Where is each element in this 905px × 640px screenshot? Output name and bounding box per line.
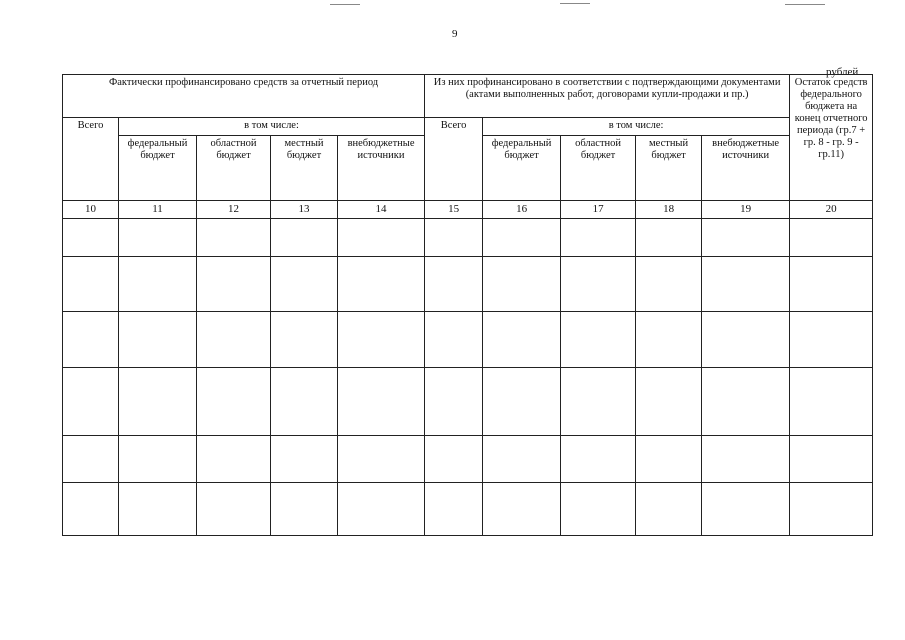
table-cell — [636, 218, 702, 256]
financing-report-table — [62, 74, 873, 536]
table-cell — [561, 257, 636, 312]
table-cell — [338, 435, 425, 482]
page-number: 9 — [452, 28, 458, 40]
table-cell — [483, 312, 561, 367]
table-cell — [63, 367, 119, 435]
table-cell — [636, 482, 702, 535]
table-cell — [483, 367, 561, 435]
table-row — [63, 367, 873, 435]
table-cell — [702, 482, 790, 535]
table-cell — [63, 218, 119, 256]
table-cell — [702, 367, 790, 435]
table-cell — [338, 257, 425, 312]
table-cell — [425, 482, 483, 535]
table-cell — [197, 482, 271, 535]
table-cell — [271, 218, 338, 256]
table-cell — [197, 367, 271, 435]
table-cell — [63, 482, 119, 535]
table-cell — [702, 257, 790, 312]
scan-artifact — [560, 3, 590, 4]
column-number: 20 — [790, 200, 873, 218]
table-row — [63, 218, 873, 256]
header-confirmed: Из них профинансировано в соответствии с подтверждающими документами (актами выполненных работ, договорами купли-продажи и пр.) — [425, 75, 790, 118]
table-cell — [197, 218, 271, 256]
header-including-confirmed: в том числе: — [483, 117, 790, 135]
table-cell — [561, 367, 636, 435]
table-cell — [119, 482, 197, 535]
table-cell — [790, 218, 873, 256]
table-cell — [790, 435, 873, 482]
table-row — [63, 257, 873, 312]
header-total-confirmed: Всего — [425, 117, 483, 200]
table-cell — [425, 218, 483, 256]
table-cell — [636, 312, 702, 367]
table-cell — [561, 435, 636, 482]
table-cell — [271, 435, 338, 482]
table-cell — [119, 218, 197, 256]
table-cell — [271, 312, 338, 367]
column-number: 13 — [271, 200, 338, 218]
table-row — [63, 312, 873, 367]
table-cell — [119, 435, 197, 482]
header-regional: областной бюджет — [197, 135, 271, 200]
column-number: 18 — [636, 200, 702, 218]
table-cell — [119, 312, 197, 367]
table-row — [63, 482, 873, 535]
table-cell — [271, 482, 338, 535]
table-cell — [790, 257, 873, 312]
table-cell — [636, 435, 702, 482]
column-number: 10 — [63, 200, 119, 218]
table-cell — [425, 312, 483, 367]
table-cell — [197, 435, 271, 482]
table-cell — [636, 367, 702, 435]
table-cell — [271, 367, 338, 435]
table-row — [63, 435, 873, 482]
table-cell — [425, 257, 483, 312]
table-cell — [338, 367, 425, 435]
header-federal: федеральный бюджет — [483, 135, 561, 200]
table-cell — [338, 312, 425, 367]
header-regional: областной бюджет — [561, 135, 636, 200]
table-cell — [702, 312, 790, 367]
table-cell — [483, 218, 561, 256]
header-local: местный бюджет — [636, 135, 702, 200]
table-cell — [483, 435, 561, 482]
scan-artifact — [330, 4, 360, 5]
table-cell — [425, 435, 483, 482]
header-total-financed: Всего — [63, 117, 119, 200]
column-number-row — [63, 200, 873, 218]
header-financed: Фактически профинансировано средств за отчетный период — [63, 75, 425, 118]
table-cell — [63, 435, 119, 482]
column-number: 19 — [702, 200, 790, 218]
header-federal: федеральный бюджет — [119, 135, 197, 200]
table-cell — [425, 367, 483, 435]
table-cell — [702, 435, 790, 482]
table-cell — [561, 482, 636, 535]
table-cell — [636, 257, 702, 312]
table-cell — [790, 367, 873, 435]
table-cell — [483, 257, 561, 312]
table-cell — [338, 482, 425, 535]
table-cell — [197, 312, 271, 367]
header-local: местный бюджет — [271, 135, 338, 200]
table-cell — [63, 257, 119, 312]
header-extrabudget: внебюджетные источники — [702, 135, 790, 200]
table-cell — [119, 367, 197, 435]
table-cell — [483, 482, 561, 535]
header-remainder: Остаток средств федерального бюджета на конец отчетного периода (гр.7 + гр. 8 - гр. 9 - гр.11) — [790, 75, 873, 201]
header-extrabudget: внебюджетные источники — [338, 135, 425, 200]
table-cell — [271, 257, 338, 312]
column-number: 16 — [483, 200, 561, 218]
unit-label: рублей — [826, 66, 859, 78]
column-number: 17 — [561, 200, 636, 218]
table-cell — [119, 257, 197, 312]
column-number: 12 — [197, 200, 271, 218]
table-cell — [338, 218, 425, 256]
table-cell — [197, 257, 271, 312]
table-cell — [561, 218, 636, 256]
table-cell — [790, 312, 873, 367]
scan-artifact — [785, 4, 825, 5]
column-number: 15 — [425, 200, 483, 218]
table-cell — [702, 218, 790, 256]
table-cell — [561, 312, 636, 367]
column-number: 11 — [119, 200, 197, 218]
column-number: 14 — [338, 200, 425, 218]
header-including-financed: в том числе: — [119, 117, 425, 135]
table-cell — [790, 482, 873, 535]
table-cell — [63, 312, 119, 367]
